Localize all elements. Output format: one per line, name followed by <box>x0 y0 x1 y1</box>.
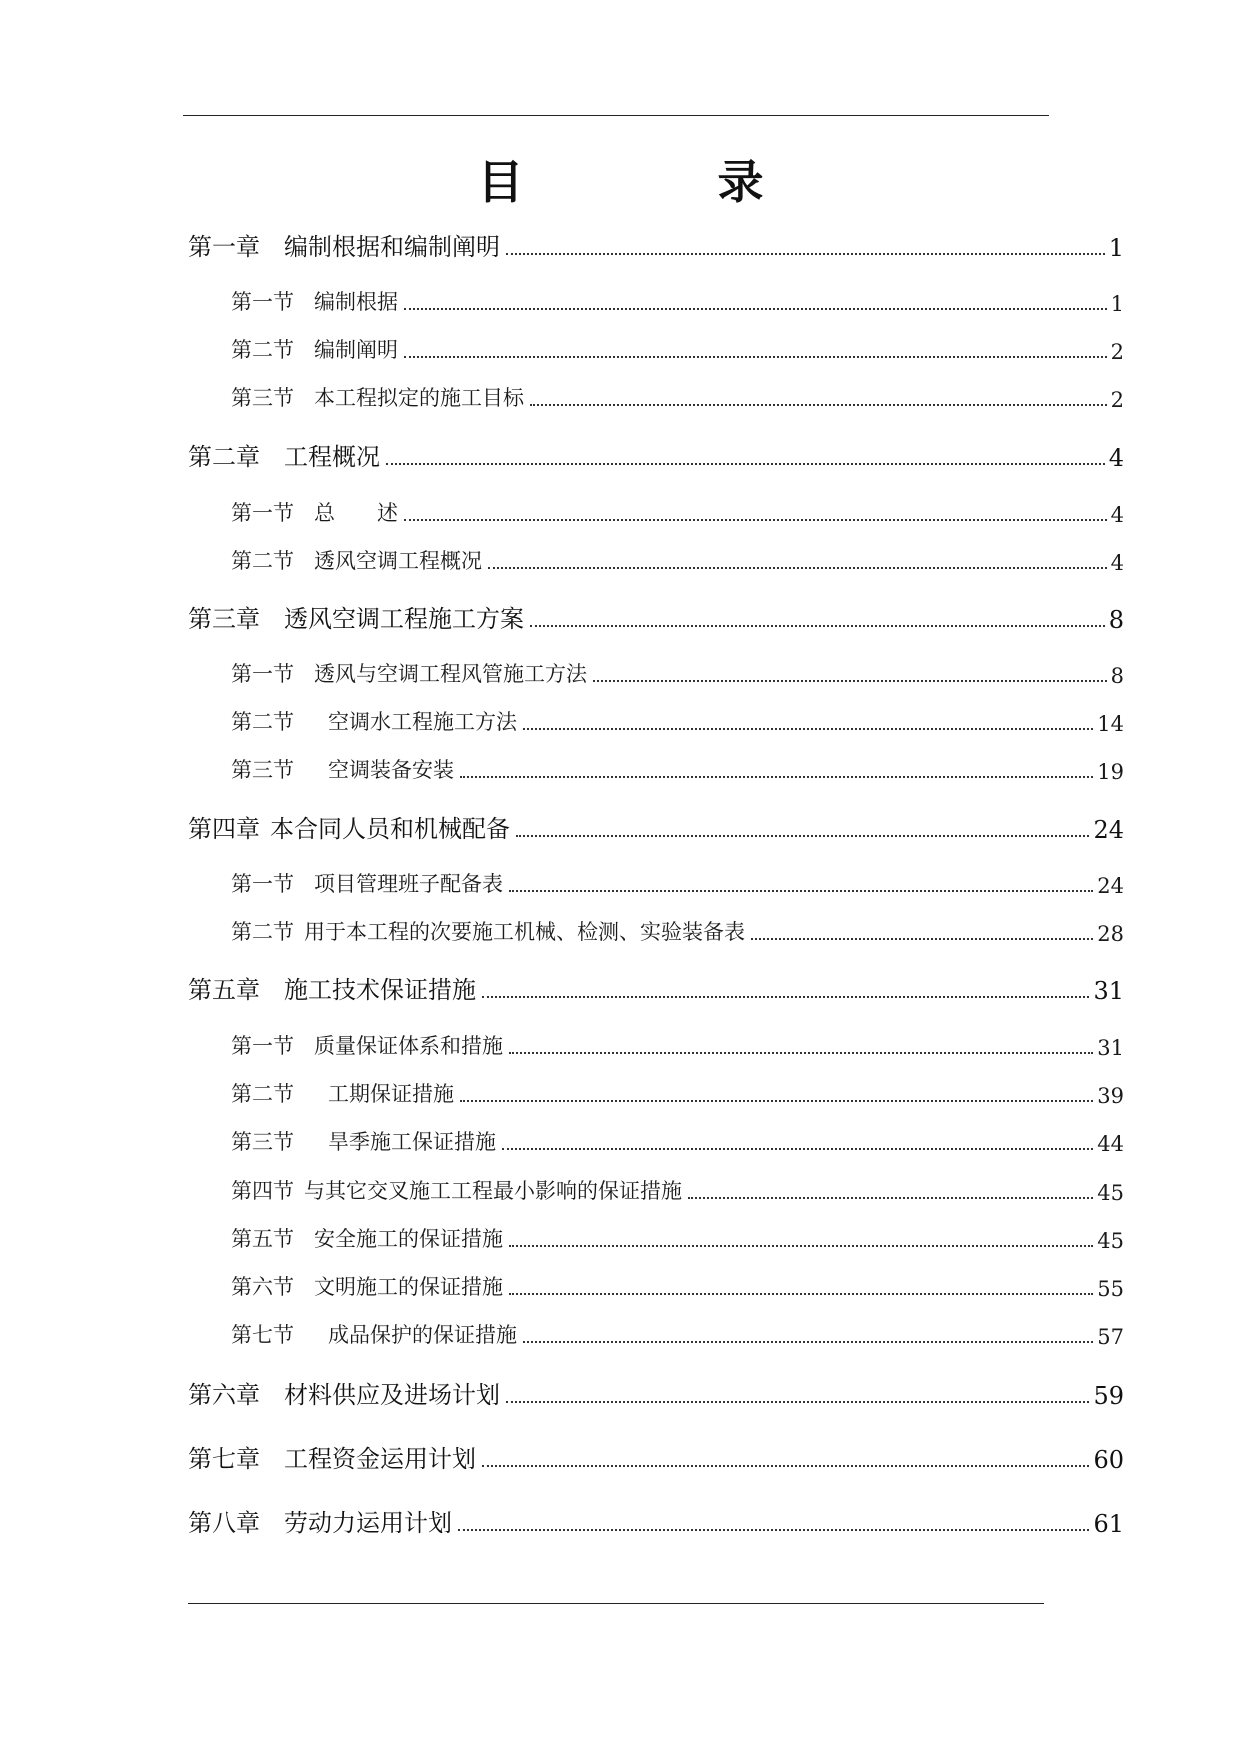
dot-leader <box>460 776 1093 778</box>
page-number: 31 <box>1093 977 1124 1005</box>
section-number: 第三节 <box>231 758 294 782</box>
section-number: 第一节 <box>231 501 294 525</box>
section-number: 第二节 <box>231 920 294 944</box>
section-number: 第三节 <box>231 386 294 410</box>
section-title: 工期保证措施 <box>328 1082 454 1106</box>
toc-section-2-1[interactable] <box>231 497 1124 527</box>
section-number: 第七节 <box>231 1323 294 1347</box>
toc-section-5-3[interactable] <box>231 1126 1124 1156</box>
page-number: 31 <box>1097 1036 1124 1060</box>
dot-leader <box>482 996 1089 998</box>
page-number: 2 <box>1110 388 1124 412</box>
footer-rule <box>188 1603 1044 1604</box>
dot-leader <box>506 253 1105 255</box>
toc-chapter-5[interactable] <box>188 971 1124 1005</box>
toc-section-2-2[interactable] <box>231 545 1124 575</box>
section-title: 用于本工程的次要施工机械、检测、实验装备表 <box>304 920 745 944</box>
section-number: 第一节 <box>231 1034 294 1058</box>
section-number: 第五节 <box>231 1227 294 1251</box>
dot-leader <box>523 1341 1093 1343</box>
page-number: 24 <box>1097 874 1124 898</box>
chapter-number: 第六章 <box>188 1381 260 1409</box>
section-title: 空调装备安装 <box>328 758 454 782</box>
header-rule <box>183 115 1049 116</box>
section-title: 总 述 <box>314 501 398 525</box>
toc-section-3-2[interactable] <box>231 706 1124 736</box>
section-number: 第六节 <box>231 1275 294 1299</box>
toc-section-5-2[interactable] <box>231 1078 1124 1108</box>
toc-section-5-4[interactable] <box>231 1175 1124 1205</box>
page-number: 2 <box>1110 340 1124 364</box>
page-number: 4 <box>1110 551 1124 575</box>
section-title: 旱季施工保证措施 <box>328 1130 496 1154</box>
chapter-title: 编制根据和编制阐明 <box>284 233 500 261</box>
chapter-title: 劳动力运用计划 <box>284 1509 452 1537</box>
dot-leader <box>530 404 1107 406</box>
dot-leader <box>509 1245 1093 1247</box>
page-number: 44 <box>1097 1132 1124 1156</box>
page-number: 60 <box>1093 1446 1124 1474</box>
section-title: 文明施工的保证措施 <box>314 1275 503 1299</box>
toc-chapter-1[interactable] <box>188 228 1124 262</box>
section-title: 项目管理班子配备表 <box>314 872 503 896</box>
section-number: 第二节 <box>231 549 294 573</box>
toc-section-1-2[interactable] <box>231 334 1124 364</box>
toc-section-1-1[interactable] <box>231 286 1124 316</box>
chapter-number: 第一章 <box>188 233 260 261</box>
dot-leader <box>386 463 1105 465</box>
section-title: 质量保证体系和措施 <box>314 1034 503 1058</box>
chapter-number: 第四章 <box>188 815 260 843</box>
section-number: 第三节 <box>231 1130 294 1154</box>
section-number: 第一节 <box>231 872 294 896</box>
chapter-title: 工程概况 <box>284 443 380 471</box>
page-number: 28 <box>1097 922 1124 946</box>
toc-section-5-7[interactable] <box>231 1319 1124 1349</box>
chapter-title: 本合同人员和机械配备 <box>270 815 510 843</box>
page-number: 4 <box>1110 503 1124 527</box>
toc-section-1-3[interactable] <box>231 382 1124 412</box>
section-title: 本工程拟定的施工目标 <box>314 386 524 410</box>
section-number: 第四节 <box>231 1179 294 1203</box>
page-number: 8 <box>1108 606 1124 634</box>
chapter-title: 工程资金运用计划 <box>284 1445 476 1473</box>
toc-chapter-8[interactable] <box>188 1504 1124 1538</box>
toc-section-3-1[interactable] <box>231 658 1124 688</box>
chapter-title: 材料供应及进场计划 <box>284 1381 500 1409</box>
dot-leader <box>530 625 1105 627</box>
page-number: 45 <box>1097 1229 1124 1253</box>
toc-section-5-5[interactable] <box>231 1223 1124 1253</box>
dot-leader <box>509 1293 1093 1295</box>
page-number: 61 <box>1093 1510 1124 1538</box>
dot-leader <box>506 1401 1089 1403</box>
chapter-number: 第八章 <box>188 1509 260 1537</box>
chapter-number: 第二章 <box>188 443 260 471</box>
dot-leader <box>404 308 1107 310</box>
toc-chapter-7[interactable] <box>188 1440 1124 1474</box>
section-title: 编制根据 <box>314 290 398 314</box>
section-title: 透风空调工程概况 <box>314 549 482 573</box>
chapter-number: 第三章 <box>188 605 260 633</box>
page-number: 14 <box>1097 712 1124 736</box>
section-number: 第一节 <box>231 662 294 686</box>
toc-section-4-2[interactable] <box>231 916 1124 946</box>
dot-leader <box>502 1148 1093 1150</box>
dot-leader <box>688 1197 1093 1199</box>
dot-leader <box>458 1529 1089 1531</box>
dot-leader <box>516 835 1089 837</box>
page-number: 59 <box>1093 1382 1124 1410</box>
page-number: 4 <box>1108 444 1124 472</box>
section-title: 成品保护的保证措施 <box>328 1323 517 1347</box>
dot-leader <box>593 680 1107 682</box>
dot-leader <box>509 1052 1093 1054</box>
section-number: 第一节 <box>231 290 294 314</box>
dot-leader <box>404 519 1107 521</box>
section-number: 第二节 <box>231 1082 294 1106</box>
section-number: 第二节 <box>231 338 294 362</box>
page-number: 55 <box>1097 1277 1124 1301</box>
page-number: 19 <box>1097 760 1124 784</box>
dot-leader <box>460 1100 1093 1102</box>
toc-section-3-3[interactable] <box>231 754 1124 784</box>
section-title: 与其它交叉施工工程最小影响的保证措施 <box>304 1179 682 1203</box>
dot-leader <box>523 728 1093 730</box>
page-number: 57 <box>1097 1325 1124 1349</box>
page-number: 1 <box>1108 234 1124 262</box>
dot-leader <box>751 938 1093 940</box>
page-number: 8 <box>1110 664 1124 688</box>
section-number: 第二节 <box>231 710 294 734</box>
toc-section-4-1[interactable] <box>231 868 1124 898</box>
chapter-title: 施工技术保证措施 <box>284 976 476 1004</box>
page-number: 45 <box>1097 1181 1124 1205</box>
chapter-number: 第七章 <box>188 1445 260 1473</box>
chapter-title: 透风空调工程施工方案 <box>284 605 524 633</box>
toc-section-5-6[interactable] <box>231 1271 1124 1301</box>
section-title: 透风与空调工程风管施工方法 <box>314 662 587 686</box>
toc-title: 目 录 <box>477 155 838 209</box>
page-number: 39 <box>1097 1084 1124 1108</box>
dot-leader <box>509 890 1093 892</box>
dot-leader <box>404 356 1107 358</box>
page-number: 1 <box>1110 292 1124 316</box>
toc-chapter-6[interactable] <box>188 1376 1124 1410</box>
chapter-number: 第五章 <box>188 976 260 1004</box>
page-number: 24 <box>1093 816 1124 844</box>
section-title: 编制阐明 <box>314 338 398 362</box>
toc-section-5-1[interactable] <box>231 1030 1124 1060</box>
toc-chapter-3[interactable] <box>188 600 1124 634</box>
section-title: 空调水工程施工方法 <box>328 710 517 734</box>
section-title: 安全施工的保证措施 <box>314 1227 503 1251</box>
dot-leader <box>482 1465 1089 1467</box>
dot-leader <box>488 567 1107 569</box>
toc-chapter-2[interactable] <box>188 438 1124 472</box>
toc-chapter-4[interactable] <box>188 810 1124 844</box>
